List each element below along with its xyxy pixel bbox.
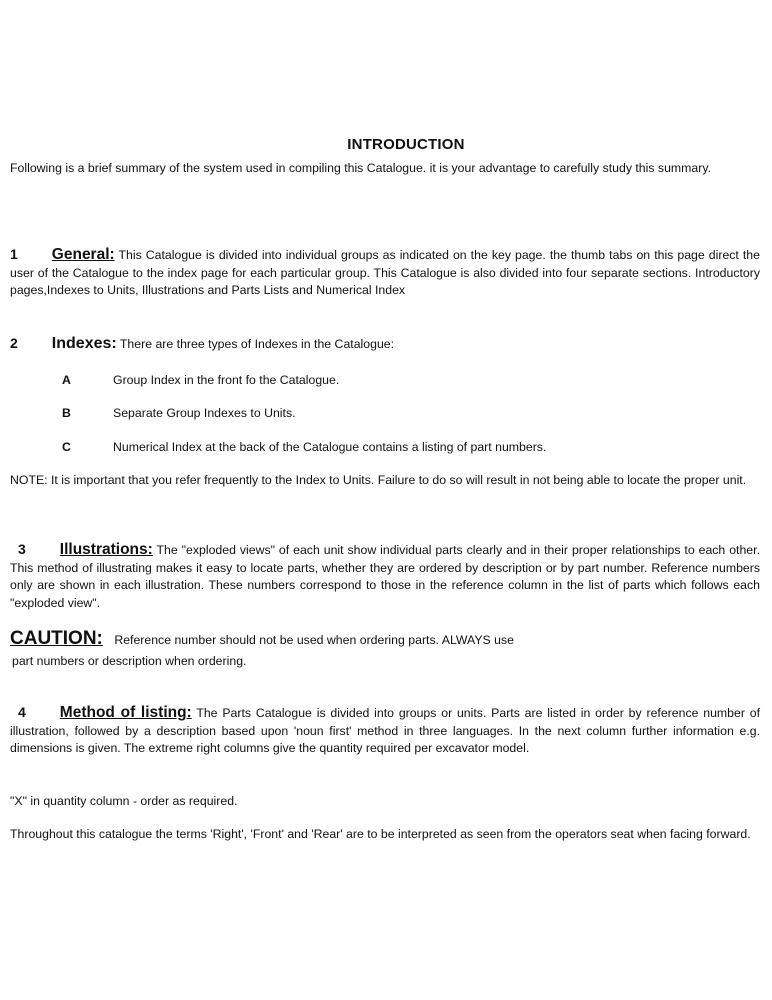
caution-heading: CAUTION:	[10, 628, 103, 649]
section-method-of-listing	[10, 704, 760, 758]
section-text: There are three types of Indexes in the Catalogue:	[119, 337, 395, 351]
note-paragraph: NOTE: It is important that you refer frequently to the Index to Units. Failure to do so will result in not being able to locate the proper unit.	[10, 473, 747, 487]
section-illustrations	[10, 541, 760, 612]
section-heading: General:	[51, 246, 115, 263]
intro-paragraph: Following is a brief summary of the system used in compiling this Catalogue. it is your advantage to carefully study this summary.	[10, 161, 711, 175]
orientation-note: Throughout this catalogue the terms 'Right', 'Front' and 'Rear' are to be interpreted as seen from the operators seat when facing forward.	[10, 827, 751, 841]
section-indexes	[10, 335, 760, 354]
index-item-text: Group Index in the front fo the Catalogue.	[113, 373, 340, 387]
caution-block	[10, 630, 760, 650]
section-text: The Parts Catalogue is divided into groups or units. Parts are listed in order by reference number of illustration, followed by a description based upon 'noun first' method in three languages. In the next column further information e.g. dimensions is given. The extreme right columns give the quantity required per excavator model.	[10, 706, 760, 755]
section-heading: Method of listing:	[59, 704, 192, 721]
section-number: 4	[18, 704, 26, 720]
caution-line-2: part numbers or description when ordering.	[12, 654, 247, 668]
page-title: INTRODUCTION	[347, 136, 465, 153]
caution-line-1: Reference number should not be used when ordering parts. ALWAYS use	[114, 633, 514, 647]
section-general	[10, 246, 760, 300]
index-item-letter: C	[62, 440, 71, 454]
section-text: The "exploded views" of each unit show individual parts clearly and in their proper relationships to each other. This method of illustrating makes it easy to locate parts, whether they are ordered by description or by part number. Reference numbers only are shown in each illustration. These numbers correspond to those in the reference column in the list of parts which follows each "exploded view".	[10, 543, 760, 610]
section-number: 1	[10, 246, 18, 262]
section-heading: Indexes:	[51, 335, 117, 352]
section-number: 2	[10, 335, 18, 351]
section-number: 3	[18, 541, 26, 557]
index-item-text: Separate Group Indexes to Units.	[113, 406, 296, 420]
section-text: This Catalogue is divided into individual groups as indicated on the key page. the thumb tabs on this page direct the user of the Catalogue to the index page for each particular group. This Catalogue is also divided into four separate sections. Introductory pages,Indexes to Units, Illustrations and Parts Lists and Numerical Index	[10, 248, 760, 297]
index-item-letter: B	[62, 406, 71, 420]
section-heading: Illustrations:	[59, 541, 153, 558]
quantity-note: "X" in quantity column - order as required.	[10, 794, 238, 808]
index-item-text: Numerical Index at the back of the Catalogue contains a listing of part numbers.	[113, 440, 547, 454]
index-item-letter: A	[62, 373, 71, 387]
